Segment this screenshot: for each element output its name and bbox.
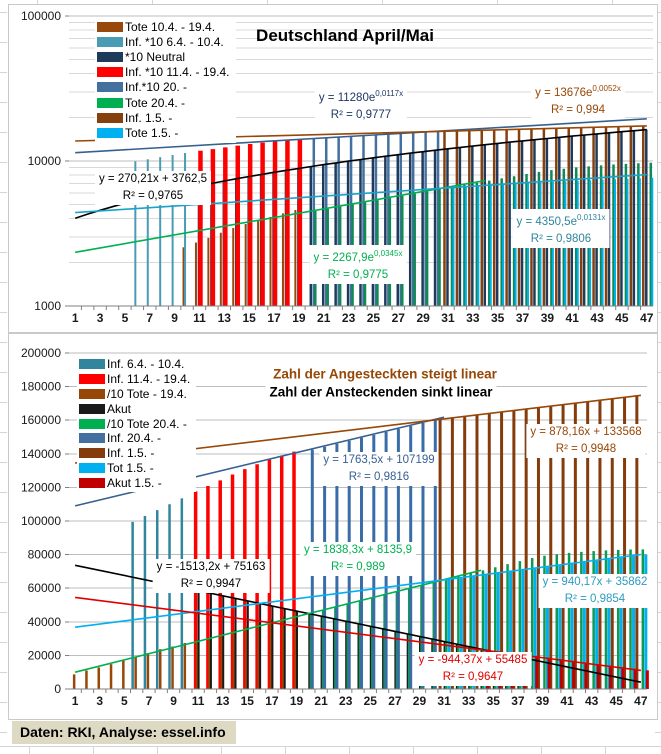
legend-item-10-tote-20-4 — [79, 416, 190, 431]
svg-text:17: 17 — [267, 311, 281, 325]
svg-text:1: 1 — [71, 694, 79, 708]
bars-inf-6-4-10-4 — [133, 498, 182, 689]
trend-r-squared: R² = 0,9806 — [530, 232, 592, 245]
trend-r-squared: R² = 0,9647 — [442, 671, 504, 683]
legend-swatch-tot-1-5 — [79, 463, 105, 473]
svg-text:39: 39 — [540, 311, 555, 325]
trend-r-squared: R² = 0,9948 — [555, 443, 617, 455]
y-axis-labels — [21, 346, 69, 696]
svg-text:33: 33 — [462, 694, 476, 708]
svg-text:160000: 160000 — [20, 413, 61, 428]
trend-equation: y = 1763,5x + 107199 — [323, 454, 435, 466]
svg-text:1000: 1000 — [34, 299, 61, 313]
trend-equation: y = 940,17x + 35862 — [542, 576, 648, 588]
svg-text:13: 13 — [216, 694, 230, 708]
legend-item-tote-1-5 — [97, 125, 230, 140]
svg-text:45: 45 — [609, 694, 623, 708]
legend-label: Akut 1.5. - — [107, 475, 162, 490]
trend-label-linear-inf-1-5 — [526, 424, 645, 458]
legend-label: Inf. 1.5. - — [107, 446, 155, 461]
legend-swatch-akut — [79, 404, 105, 414]
svg-text:15: 15 — [242, 311, 256, 325]
legend-label: Inf. *10 11.4. - 19.4. — [125, 65, 230, 80]
legend-swatch-inf-10-11-4-19-4 — [97, 67, 123, 77]
trend-r-squared: R² = 0,9947 — [180, 578, 242, 590]
svg-text:40000: 40000 — [27, 614, 61, 629]
svg-text:7: 7 — [145, 694, 153, 708]
svg-text:180000: 180000 — [20, 379, 61, 394]
trend-label-linear-inf-20-4 — [319, 452, 438, 486]
svg-text:35: 35 — [486, 694, 500, 708]
legend-label: Tote 1.5. - — [125, 125, 179, 140]
svg-text:0: 0 — [54, 682, 61, 696]
chart-subtitle-1: Zahl der Angesteckten steigt linear — [269, 367, 501, 382]
legend-label: Inf. 1.5. - — [125, 110, 173, 125]
legend-item-inf-11-4-19-4 — [79, 372, 190, 387]
svg-text:80000: 80000 — [27, 547, 61, 562]
trend-label-linear-10-neutral — [95, 171, 211, 205]
svg-text:13: 13 — [217, 311, 231, 325]
legend-label: Tot 1.5. - — [107, 460, 154, 475]
legend-label: Akut — [107, 401, 132, 416]
svg-text:3: 3 — [96, 311, 104, 325]
legend-item-tote-10-4-19-4 — [97, 19, 230, 34]
trend-r-squared: R² = 0,989 — [330, 561, 386, 573]
svg-text:23: 23 — [341, 311, 356, 325]
trend-label-exp-tote-1-5 — [513, 209, 610, 248]
svg-text:21: 21 — [317, 311, 331, 325]
svg-text:140000: 140000 — [20, 446, 61, 461]
legend-label: *10 Neutral — [125, 49, 186, 64]
legend-item-inf-10-20 — [97, 80, 230, 95]
svg-text:21: 21 — [314, 694, 328, 708]
svg-text:37: 37 — [515, 311, 530, 325]
legend-label: Inf. 11.4. - 19.4. — [107, 372, 191, 387]
legend-item-inf-1-5 — [97, 110, 230, 125]
svg-text:15: 15 — [240, 694, 254, 708]
data-source-text: Daten: RKI, Analyse: essel.info — [20, 724, 226, 740]
svg-text:1: 1 — [71, 311, 79, 325]
svg-text:19: 19 — [289, 694, 304, 708]
spreadsheet-row-gridlines-left — [0, 0, 7, 753]
legend-item-inf-10-11-4-19-4 — [97, 65, 230, 80]
legend-label: Tote 10.4. - 19.4. — [125, 19, 216, 34]
trend-r-squared: R² = 0,9816 — [348, 471, 410, 483]
y-axis-labels — [21, 9, 69, 313]
svg-text:25: 25 — [363, 694, 377, 708]
svg-text:120000: 120000 — [20, 480, 61, 495]
legend-label: Tote 20.4. - — [125, 95, 186, 110]
legend-swatch-tote-10-4-19-4 — [97, 22, 123, 32]
svg-text:100000: 100000 — [20, 514, 61, 528]
legend-swatch-inf-20-4 — [79, 433, 105, 443]
trend-r-squared: R² = 0,9765 — [122, 190, 184, 202]
svg-text:200000: 200000 — [20, 346, 61, 360]
svg-text:60000: 60000 — [27, 581, 61, 596]
svg-text:31: 31 — [437, 694, 451, 708]
legend-swatch-tote-1-5 — [97, 128, 123, 138]
legend-item-inf-10-6-4-10-4 — [97, 34, 230, 49]
trend-equation: y = 878,16x + 133568 — [530, 426, 642, 438]
legend-item-inf-20-4 — [79, 431, 190, 446]
svg-text:41: 41 — [565, 311, 579, 325]
legend-item-tote-20-4 — [97, 95, 230, 110]
trend-label-exp-inf-1-5 — [531, 80, 625, 119]
svg-text:9: 9 — [170, 694, 177, 708]
legend-item-akut — [79, 401, 190, 416]
legend-label: /10 Tote 20.4. - — [107, 416, 187, 431]
svg-text:100000: 100000 — [20, 9, 61, 23]
svg-text:27: 27 — [388, 694, 402, 708]
legend-swatch-10-tote-19-4 — [79, 389, 105, 399]
legend-label: Inf. 6.4. - 10.4. — [107, 357, 185, 372]
legend-item-10-neutral — [97, 49, 230, 64]
trend-equation: y = 270,21x + 3762,5 — [98, 173, 208, 185]
legend-item-akut-1-5 — [79, 475, 190, 490]
trend-equation: y = -1513,2x + 75163 — [156, 561, 266, 573]
trend-r-squared: R² = 0,9854 — [564, 593, 626, 605]
trend-label-linear-tote-20-4 — [300, 542, 416, 576]
trend-equation: y = 1838,3x + 8135,9 — [303, 544, 413, 556]
svg-text:43: 43 — [590, 311, 604, 325]
legend-swatch-inf-11-4-19-4 — [79, 374, 105, 384]
trend-equation: $y = 4350,5e^{0,0131x}$ — [516, 213, 606, 228]
legend-swatch-inf-1-5 — [97, 113, 123, 123]
legend-label: Inf. 20.4. - — [107, 431, 162, 446]
trend-equation: $y = 13676e^{0,0052x}$ — [535, 84, 621, 99]
svg-text:39: 39 — [535, 694, 550, 708]
svg-text:37: 37 — [511, 694, 525, 708]
legend-item-tot-1-5 — [79, 461, 190, 476]
chart-subtitle-2: Zahl der Ansteckenden sinkt linear — [265, 385, 496, 400]
svg-text:29: 29 — [416, 311, 430, 325]
chart-log-deutschland-april-mai[interactable] — [8, 4, 658, 333]
trend-equation: $y = 11280e^{0,0117x}$ — [318, 89, 404, 104]
svg-text:7: 7 — [146, 311, 154, 325]
svg-text:43: 43 — [584, 694, 599, 708]
svg-text:33: 33 — [466, 311, 480, 325]
legend-swatch-10-neutral — [97, 52, 123, 62]
trend-label-linear-akut — [153, 559, 270, 593]
svg-text:5: 5 — [121, 311, 129, 325]
trend-equation: $y = 2267,9e^{0,0345x}$ — [313, 249, 403, 264]
legend-item-inf-1-5 — [79, 446, 190, 461]
svg-text:11: 11 — [191, 694, 205, 708]
trend-label-exp-tote-20-4 — [310, 245, 407, 284]
legend-swatch-akut-1-5 — [79, 478, 105, 488]
trend-label-exp-inf-10 — [315, 85, 407, 124]
chart-legend — [95, 17, 236, 143]
legend-swatch-inf-10-6-4-10-4 — [97, 37, 123, 47]
svg-text:5: 5 — [120, 694, 128, 708]
svg-text:11: 11 — [193, 311, 206, 325]
trend-label-linear-akut-1-5 — [415, 652, 532, 686]
trend-label-linear-tot-1-5 — [539, 574, 652, 608]
legend-label: /10 Tote - 19.4. — [107, 386, 187, 401]
svg-text:41: 41 — [560, 694, 574, 708]
svg-text:20000: 20000 — [27, 648, 61, 663]
x-axis — [69, 689, 648, 708]
svg-text:45: 45 — [615, 311, 629, 325]
svg-text:19: 19 — [292, 311, 306, 325]
trend-r-squared: R² = 0,994 — [550, 103, 606, 116]
legend-swatch-inf-6-4-10-4 — [79, 359, 105, 369]
svg-text:47: 47 — [640, 311, 654, 325]
svg-text:3: 3 — [96, 694, 104, 708]
chart-linear-angesteckte-ansteckende[interactable] — [8, 333, 658, 720]
svg-text:23: 23 — [339, 694, 353, 708]
svg-text:29: 29 — [412, 694, 427, 708]
legend-item-10-tote-19-4 — [79, 387, 190, 402]
trend-r-squared: R² = 0,9775 — [327, 268, 389, 281]
svg-text:25: 25 — [366, 311, 381, 325]
svg-text:10000: 10000 — [27, 154, 61, 168]
svg-text:27: 27 — [391, 311, 405, 325]
svg-text:35: 35 — [491, 311, 505, 325]
svg-text:9: 9 — [171, 311, 178, 325]
legend-swatch-10-tote-20-4 — [79, 419, 105, 429]
svg-text:47: 47 — [634, 694, 648, 708]
svg-text:31: 31 — [441, 311, 455, 325]
legend-swatch-tote-20-4 — [97, 98, 123, 108]
trend-r-squared: R² = 0,9777 — [330, 108, 392, 121]
trend-equation: y = -944,37x + 55485 — [418, 654, 528, 666]
legend-label: Inf.*10 20. - — [125, 80, 188, 95]
legend-label: Inf. *10 6.4. - 10.4. — [125, 34, 224, 49]
x-axis — [69, 306, 654, 325]
legend-swatch-inf-10-20 — [97, 82, 123, 92]
chart-title: Deutschland April/Mai — [256, 26, 434, 45]
legend-swatch-inf-1-5 — [79, 448, 105, 458]
data-source-label — [12, 721, 236, 744]
chart-legend — [77, 355, 196, 492]
svg-text:17: 17 — [265, 694, 279, 708]
legend-item-inf-6-4-10-4 — [79, 357, 190, 372]
